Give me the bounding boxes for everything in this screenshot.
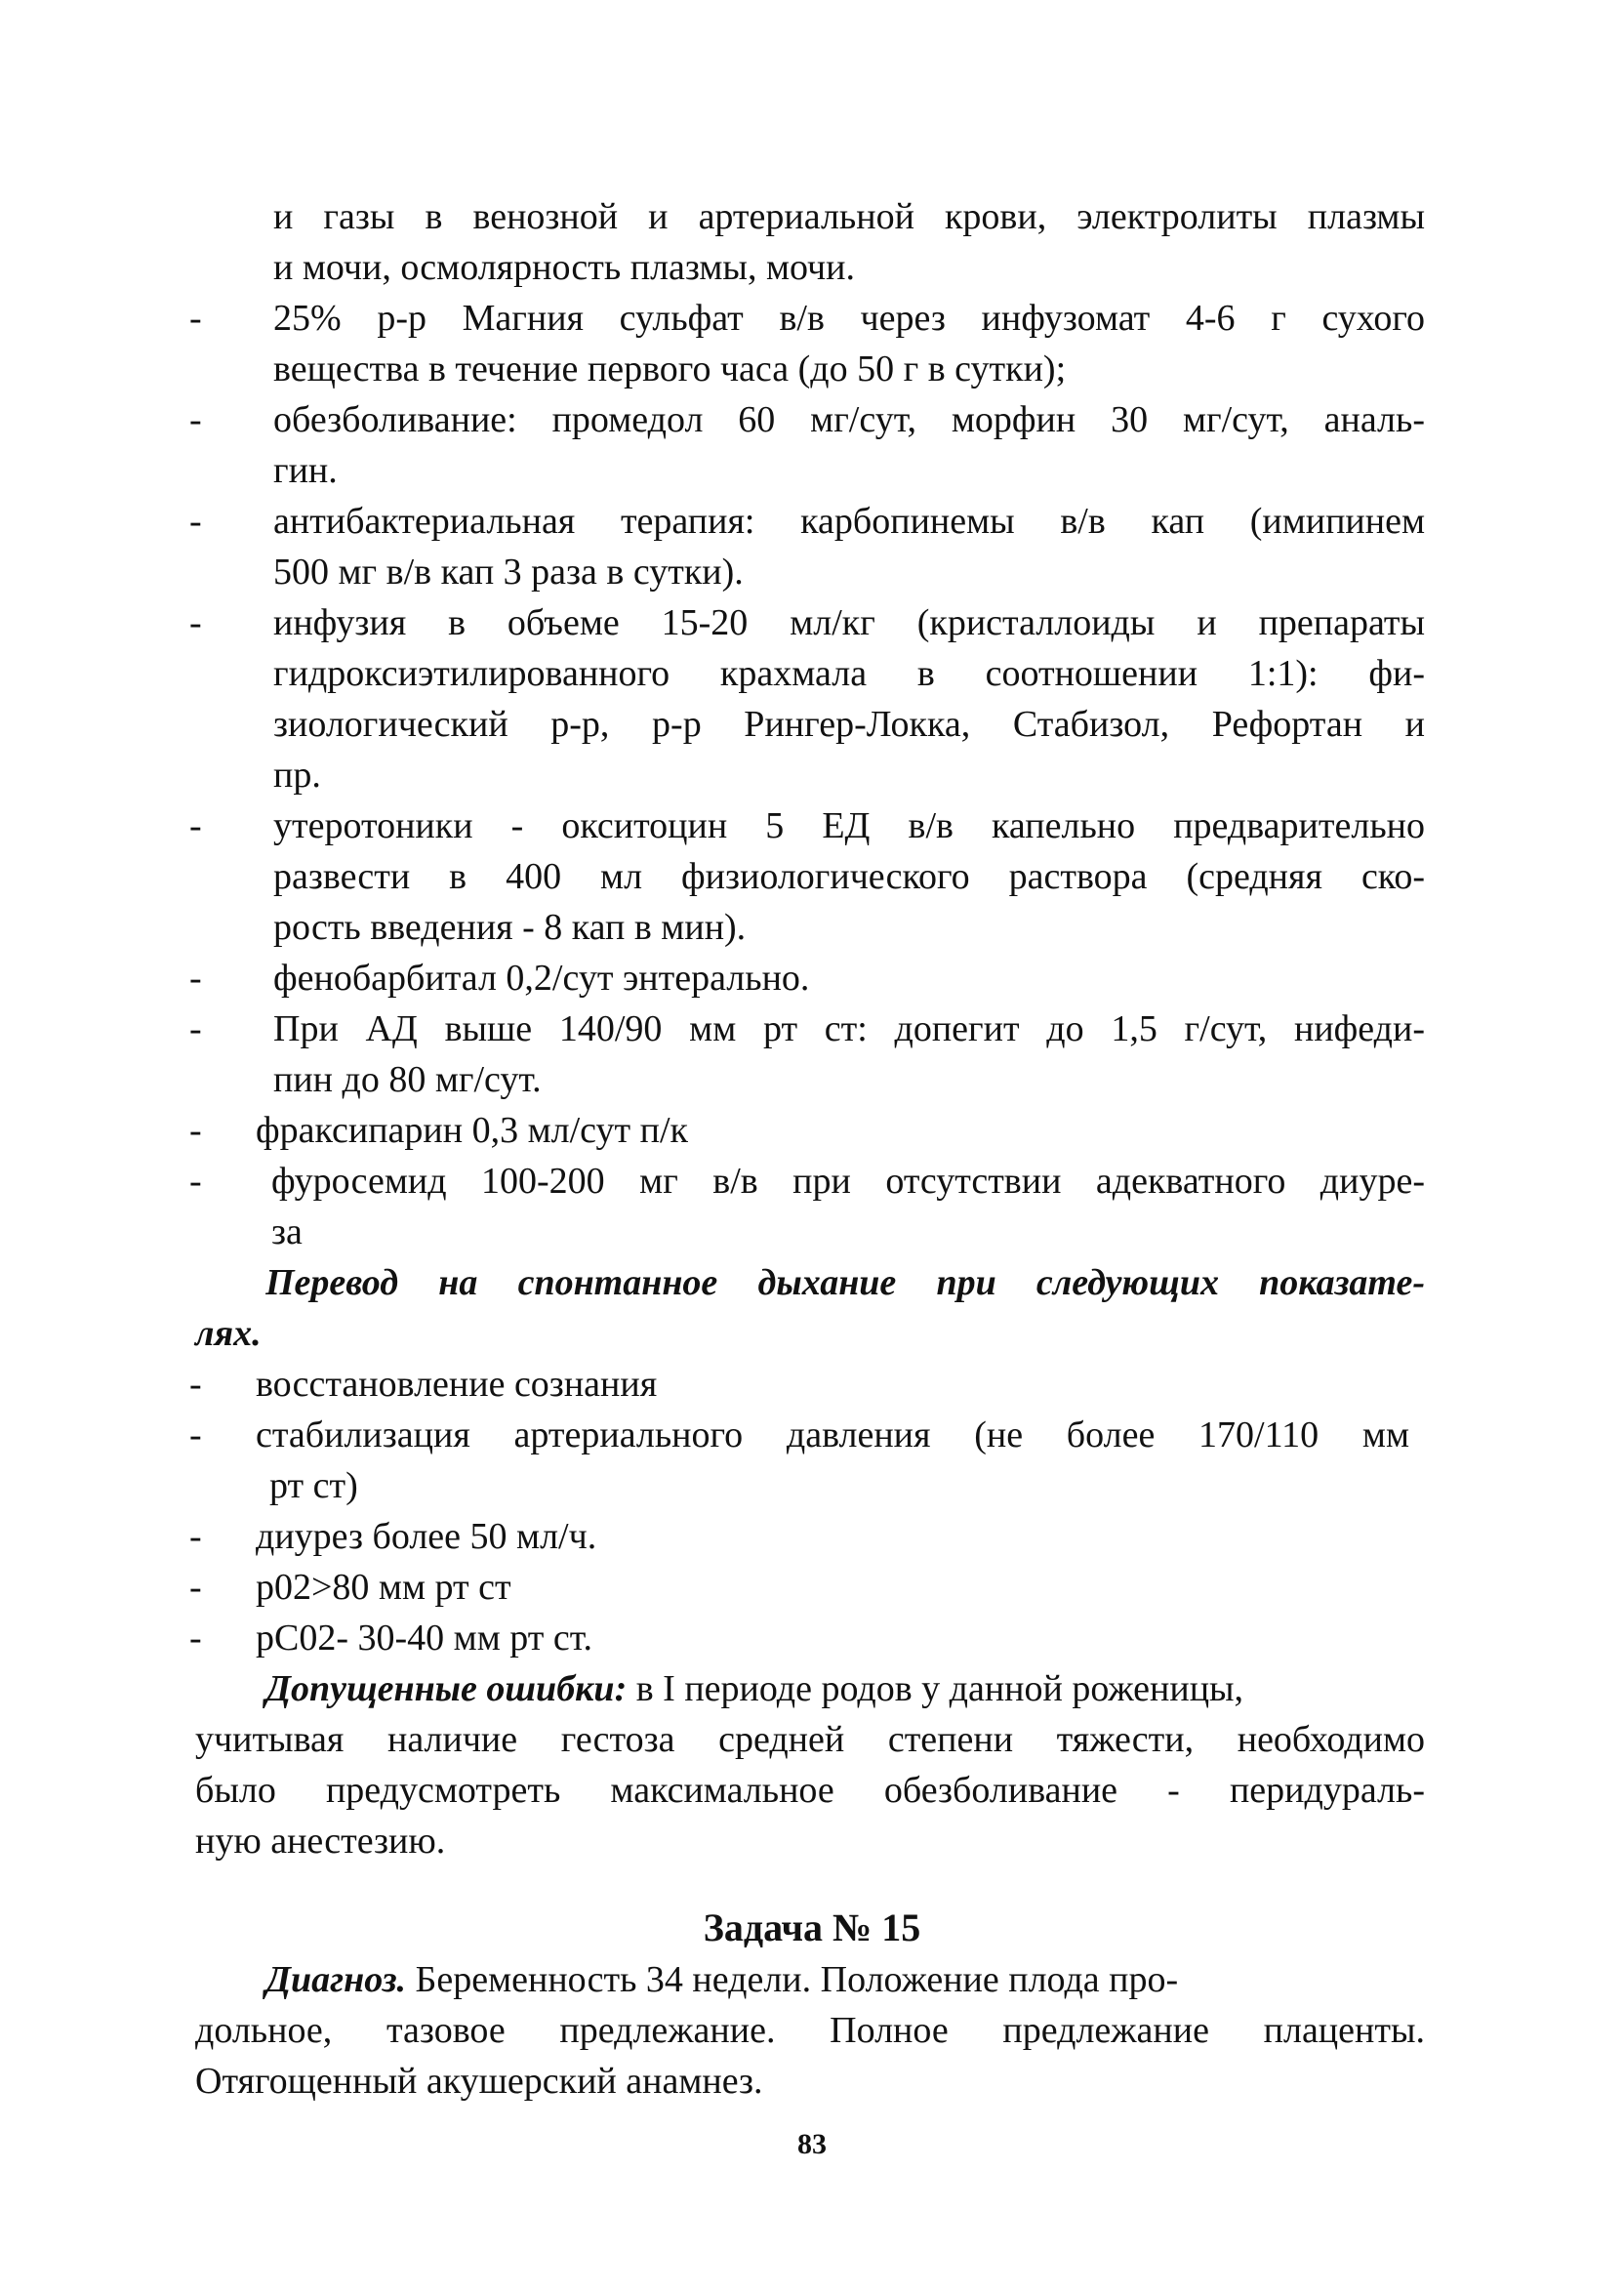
treatment-item-2-line-1: обезболивание: промедол 60 мг/сут, морфин 30 мг/сут, аналь- <box>273 399 1425 440</box>
treatment-item-1-line-2: вещества в течение первого часа (до 50 г в сутки); <box>273 348 1067 389</box>
list-marker: - <box>189 1008 202 1049</box>
diagnosis-line-1-text: Беременность 34 недели. Положение плода про- <box>406 1959 1179 2000</box>
diagnosis-label: Диагноз. <box>265 1959 407 2000</box>
task-title: Задача № 15 <box>703 1905 921 1949</box>
list-marker: - <box>189 1516 202 1557</box>
errors-paragraph-first-line <box>265 1663 1243 1714</box>
list-marker: - <box>189 1618 202 1659</box>
list-marker: - <box>189 805 202 846</box>
transfer-item-3-line-1: диурез более 50 мл/ч. <box>256 1516 597 1557</box>
treatment-item-8-line-1: фраксипарин 0,3 мл/сут п/к <box>256 1110 688 1151</box>
list-marker: - <box>189 298 202 339</box>
list-marker: - <box>189 1567 202 1608</box>
treatment-item-5-line-1: утеротоники - окситоцин 5 ЕД в/в капельно предварительно <box>273 805 1425 846</box>
errors-label: Допущенные ошибки <box>265 1668 615 1709</box>
intro-line-1: и газы в венозной и артериальной крови, электролиты плазмы <box>273 196 1425 237</box>
section-heading: Перевод на спонтанное дыхание при следующих показате- <box>265 1262 1425 1303</box>
transfer-item-2-line-1: стабилизация артериального давления (не более 170/110 мм <box>256 1414 1409 1455</box>
errors-line-1-text: в I периоде родов у данной роженицы, <box>627 1668 1244 1709</box>
list-marker: - <box>189 1364 202 1405</box>
intro-line-2: и мочи, осмолярность плазмы, мочи. <box>273 247 855 288</box>
list-marker: - <box>189 399 202 440</box>
treatment-item-2-line-2: гин. <box>273 450 338 491</box>
list-marker: - <box>189 1110 202 1151</box>
transfer-item-5-line-1: рС02- 30-40 мм рт ст. <box>256 1618 592 1659</box>
diagnosis-line-3: Отягощенный акушерский анамнез. <box>195 2061 763 2102</box>
treatment-item-7-line-1: При АД выше 140/90 мм рт ст: допегит до 1,5 г/сут, нифеди- <box>273 1008 1425 1049</box>
treatment-item-6-line-1: фенобарбитал 0,2/сут энтерально. <box>273 958 810 999</box>
list-marker: - <box>189 602 202 643</box>
section-heading-continuation: лях. <box>195 1313 262 1354</box>
diagnosis-line-2: дольное, тазовое предлежание. Полное предлежание плаценты. <box>195 2010 1425 2051</box>
list-marker: - <box>189 1161 202 1202</box>
treatment-item-7-line-2: пин до 80 мг/сут. <box>273 1059 542 1100</box>
treatment-item-3-line-2: 500 мг в/в кап 3 раза в сутки). <box>273 552 744 593</box>
treatment-item-4-line-4: пр. <box>273 755 321 796</box>
treatment-item-5-line-2: развести в 400 мл физиологического раствора (средняя ско- <box>273 856 1425 897</box>
treatment-item-9-line-2: за <box>271 1211 303 1252</box>
treatment-item-4-line-2: гидроксиэтилированного крахмала в соотношении 1:1): фи- <box>273 653 1425 694</box>
errors-line-4: ную анестезию. <box>195 1821 446 1862</box>
transfer-item-1-line-1: восстановление сознания <box>256 1364 658 1405</box>
list-marker: - <box>189 501 202 542</box>
treatment-item-3-line-1: антибактериальная терапия: карбопинемы в/в кап (имипинем <box>273 501 1425 542</box>
transfer-item-4-line-1: р02>80 мм рт ст <box>256 1567 511 1608</box>
treatment-item-4-line-1: инфузия в объеме 15-20 мл/кг (кристаллоиды и препараты <box>273 602 1425 643</box>
errors-line-2: учитывая наличие гестоза средней степени тяжести, необходимо <box>195 1719 1425 1760</box>
treatment-item-1-line-1: 25% р-р Магния сульфат в/в через инфузомат 4-6 г сухого <box>273 298 1425 339</box>
errors-line-3: было предусмотреть максимальное обезболивание - перидураль- <box>195 1770 1425 1811</box>
page-number: 83 <box>797 2128 827 2160</box>
transfer-item-2-line-2: рт ст) <box>269 1465 358 1506</box>
list-marker: - <box>189 1414 202 1455</box>
treatment-item-9-line-1: фуросемид 100-200 мг в/в при отсутствии адекватного диуре- <box>271 1161 1425 1202</box>
diagnosis-first-line <box>265 1954 1178 2005</box>
treatment-item-4-line-3: зиологический р-р, р-р Рингер-Локка, Стабизол, Рефортан и <box>273 704 1425 745</box>
list-marker: - <box>189 958 202 999</box>
treatment-item-5-line-3: рость введения - 8 кап в мин). <box>273 907 747 948</box>
errors-label-colon: : <box>614 1668 628 1709</box>
